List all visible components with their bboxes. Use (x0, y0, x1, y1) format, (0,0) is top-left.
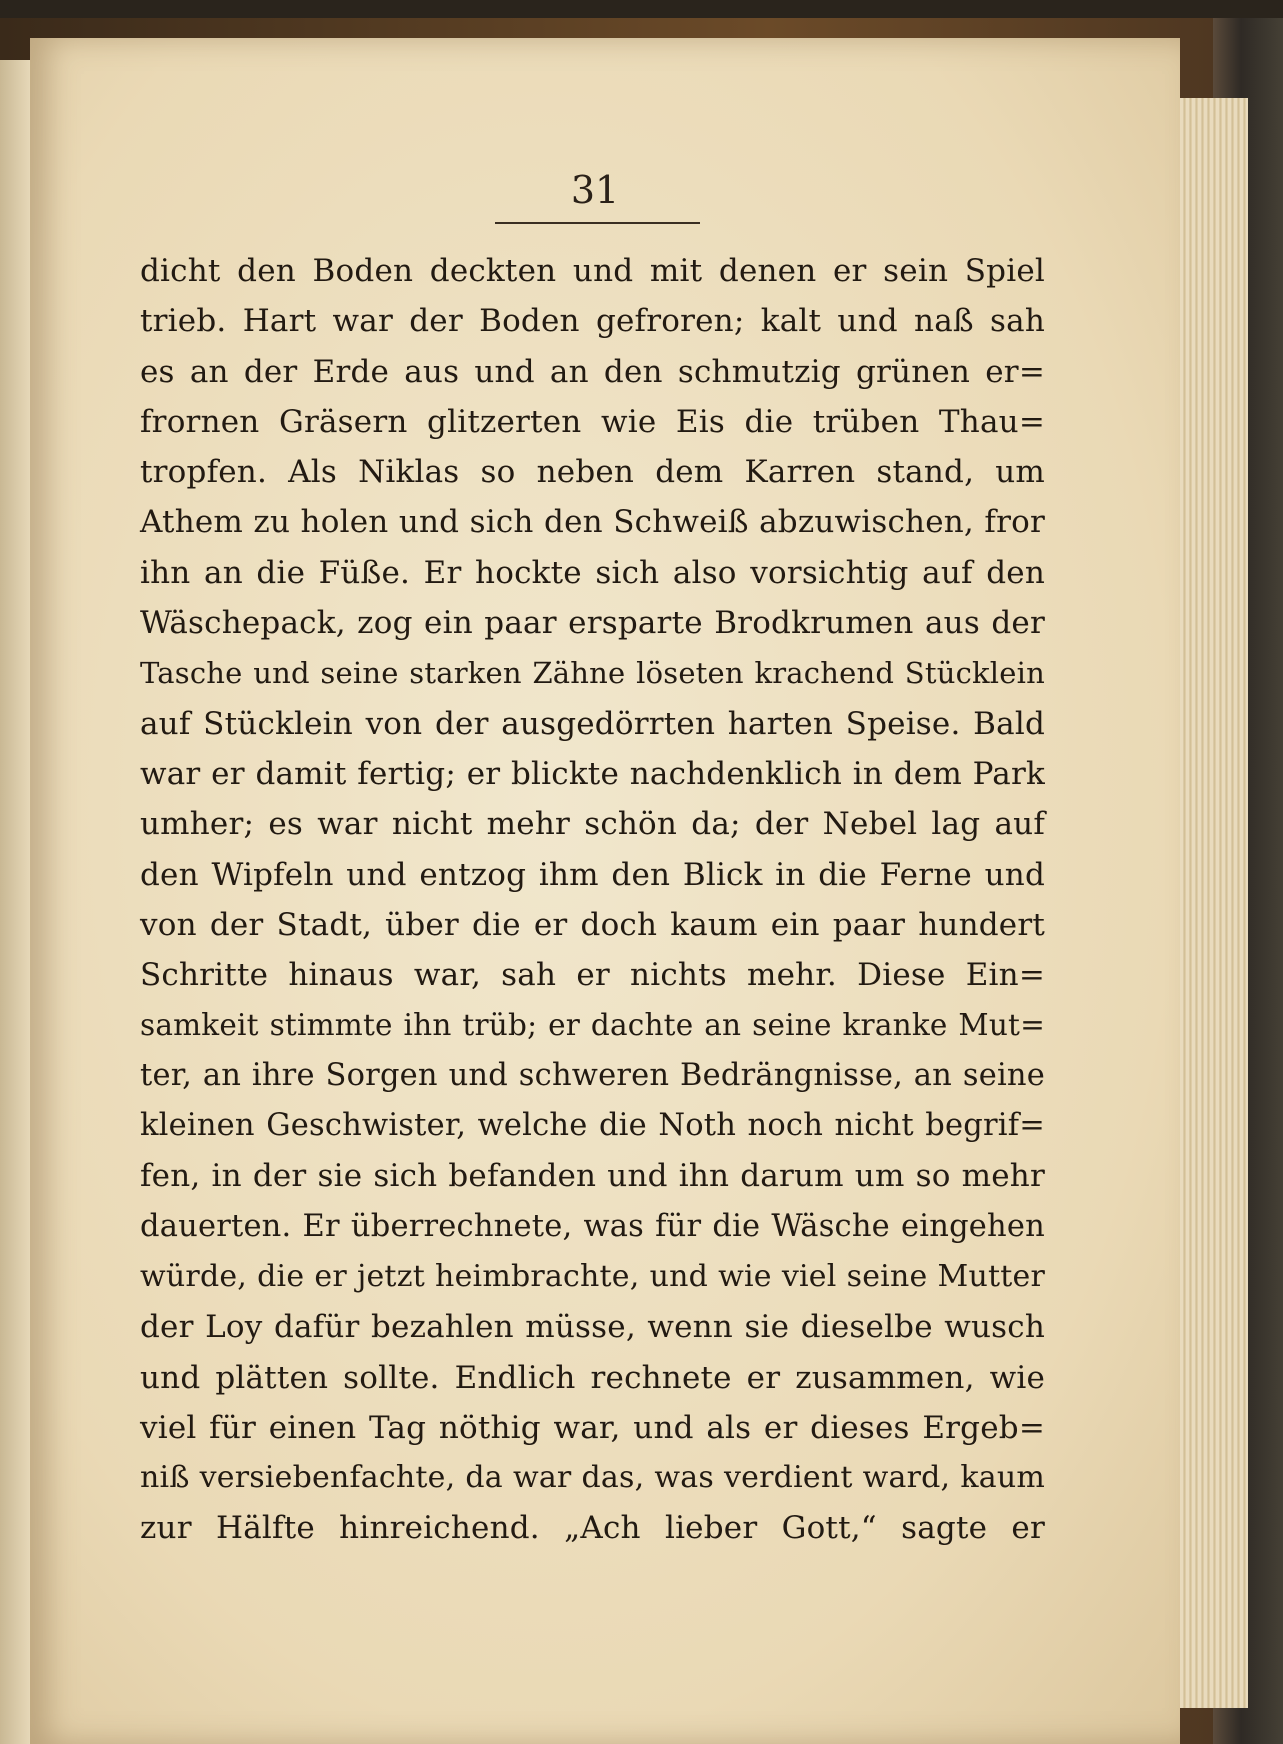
text-line: dauerten. Er überrechnete, was für die Wäsche eingehen (140, 1208, 1045, 1244)
page-stack-edges (1180, 98, 1248, 1708)
text-line: zur Hälfte hinreichend. „Ach lieber Gott,“ sagte er (140, 1510, 1045, 1547)
text-line: fen, in der sie sich befanden und ihn darum um so mehr (140, 1158, 1045, 1195)
text-line: von der Stadt, über die er doch kaum ein paar hundert (140, 906, 1045, 943)
text-line: Athem zu holen und sich den Schweiß abzuwischen, fror (140, 504, 1045, 541)
text-line: samkeit stimmte ihn trüb; er dachte an seine kranke Mut= (140, 1008, 1045, 1043)
body-text (140, 246, 1045, 1554)
text-line: dicht den Boden deckten und mit denen er sein Spiel (140, 253, 1045, 289)
text-line: frornen Gräsern glitzerten wie Eis die trüben Thau= (140, 403, 1045, 440)
text-line: auf Stücklein von der ausgedörrten harten Speise. Bald (140, 705, 1045, 742)
text-line: war er damit fertig; er blickte nachdenklich in dem Park (140, 755, 1045, 792)
text-line: und plätten sollte. Endlich rechnete er zusammen, wie (140, 1359, 1045, 1396)
text-line: tropfen. Als Niklas so neben dem Karren stand, um (140, 454, 1045, 491)
text-line: der Loy dafür bezahlen müsse, wenn sie dieselbe wusch (140, 1309, 1045, 1346)
text-line: ihn an die Füße. Er hockte sich also vorsichtig auf den (140, 554, 1045, 591)
text-line: Tasche und seine starken Zähne löseten krachend Stücklein (140, 656, 1045, 691)
text-line: Wäschepack, zog ein paar ersparte Brodkrumen aus der (140, 605, 1045, 642)
text-line: niß versiebenfachte, da war das, was verdient ward, kaum (140, 1460, 1045, 1496)
facing-page-edge (0, 60, 30, 1744)
book-page (30, 38, 1180, 1744)
text-line: Schritte hinaus war, sah er nichts mehr. Diese Ein= (140, 957, 1045, 994)
page-number: 31 (570, 168, 620, 212)
text-line: den Wipfeln und entzog ihm den Blick in die Ferne und (140, 856, 1045, 893)
text-line: es an der Erde aus und an den schmutzig grünen er= (140, 353, 1045, 390)
text-line: trieb. Hart war der Boden gefroren; kalt und naß sah (140, 303, 1045, 340)
text-line: umher; es war nicht mehr schön da; der Nebel lag auf (140, 806, 1045, 843)
header-rule (495, 222, 700, 224)
text-line: würde, die er jetzt heimbrachte, und wie viel seine Mutter (140, 1258, 1045, 1294)
text-line: ter, an ihre Sorgen und schweren Bedrängnisse, an seine (140, 1057, 1045, 1093)
text-line: kleinen Geschwister, welche die Noth noch nicht begrif= (140, 1108, 1045, 1144)
text-line: viel für einen Tag nöthig war, und als er dieses Ergeb= (140, 1409, 1045, 1446)
